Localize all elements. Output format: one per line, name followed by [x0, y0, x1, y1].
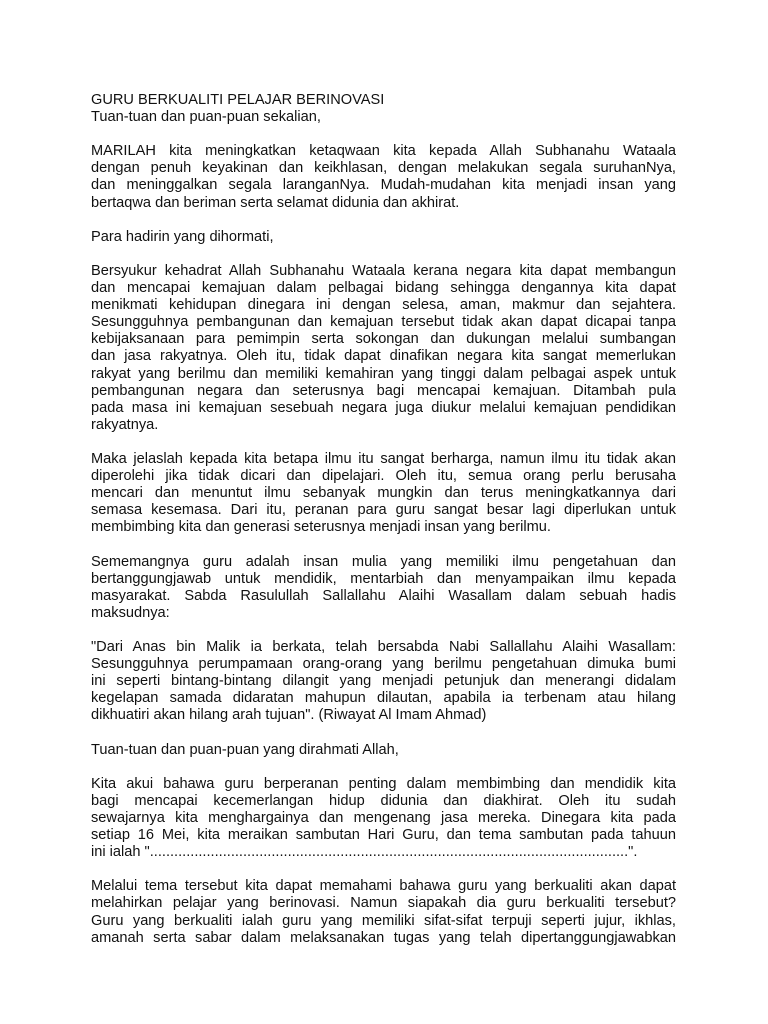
- text-line: Guru yang berkualiti ialah guru yang memiliki sifat-sifat terpuji seperti jujur, ikhlas,: [91, 912, 676, 929]
- text-line: Tuan-tuan dan puan-puan yang dirahmati Allah,: [91, 741, 399, 758]
- text-line: maksudnya:: [91, 604, 170, 621]
- text-line: menikmati kehidupan dinegara ini dengan selesa, aman, makmur dan sejahtera.: [91, 297, 676, 314]
- paragraph: [91, 451, 676, 536]
- text-line: pada masa ini kemajuan sesebuah negara juga diukur melalui kemajuan pendidikan: [91, 399, 676, 416]
- text-line: dikhuatiri akan hilang arah tujuan". (Riwayat Al Imam Ahmad): [91, 707, 487, 724]
- text-line: bagi mencapai kecemerlangan hidup didunia dan diakhirat. Oleh itu sudah: [91, 792, 676, 809]
- text-line: Sememangnya guru adalah insan mulia yang memiliki ilmu pengetahuan dan: [91, 553, 676, 570]
- paragraph: [91, 742, 676, 759]
- paragraph: [91, 878, 676, 946]
- text-line: sewajarnya kita menghargainya dan mengenang jasa mereka. Dinegara kita pada: [91, 809, 676, 826]
- paragraph: [91, 554, 676, 622]
- paragraph: [91, 143, 676, 211]
- text-line: dan mencapai kemajuan dalam pelbagai bidang sehingga dengannya kita dapat: [91, 280, 676, 297]
- paragraph-gap: [91, 861, 676, 878]
- paragraph: [91, 109, 676, 126]
- text-line: Sesungguhnya perumpamaan orang-orang yang berilmu pengetahuan dimuka bumi: [91, 656, 676, 673]
- text-line: dan meninggalkan segala laranganNya. Mudah-mudahan kita menjadi insan yang: [91, 177, 676, 194]
- paragraph-gap: [91, 536, 676, 553]
- paragraph-gap: [91, 622, 676, 639]
- text-line: Tuan-tuan dan puan-puan sekalian,: [91, 109, 321, 126]
- text-line: ini seperti bintang-bintang dilangit yang menjadi petunjuk dan menerangi didalam: [91, 673, 676, 690]
- text-line: membimbing kita dan generasi seterusnya menjadi insan yang berilmu.: [91, 519, 551, 536]
- text-line: dengan penuh keyakinan dan keikhlasan, dengan melakukan segala suruhanNya,: [91, 160, 676, 177]
- text-line: Maka jelaslah kepada kita betapa ilmu itu sangat berharga, namun ilmu itu tidak akan: [91, 450, 676, 467]
- text-line: MARILAH kita meningkatkan ketaqwaan kita kepada Allah Subhanahu Wataala: [91, 143, 676, 160]
- text-line: Bersyukur kehadrat Allah Subhanahu Wataala kerana negara kita dapat membangun: [91, 262, 676, 279]
- paragraph: [91, 229, 676, 246]
- text-line: rakyat yang berilmu dan memiliki kemahiran yang tinggi dalam pelbagai aspek untuk: [91, 365, 676, 382]
- text-line: amanah serta sabar dalam melaksanakan tugas yang telah dipertanggungjawabkan: [91, 929, 676, 946]
- text-line: masyarakat. Sabda Rasulullah Sallallahu Alaihi Wasallam dalam sebuah hadis: [91, 587, 676, 604]
- paragraph: [91, 776, 676, 861]
- paragraph-gap: [91, 246, 676, 263]
- document-page: [91, 92, 676, 947]
- text-line: setiap 16 Mei, kita meraikan sambutan Hari Guru, dan tema sambutan pada tahuun: [91, 827, 676, 844]
- text-line: rakyatnya.: [91, 416, 159, 433]
- text-line: bertaqwa dan beriman serta selamat didunia dan akhirat.: [91, 194, 460, 211]
- paragraph-gap: [91, 126, 676, 143]
- paragraph-gap: [91, 724, 676, 741]
- text-line: Kita akui bahawa guru berperanan penting dalam membimbing dan mendidik kita: [91, 775, 676, 792]
- paragraph-gap: [91, 759, 676, 776]
- text-line: melahirkan pelajar yang berinovasi. Namun siapakah dia guru berkualiti tersebut?: [91, 895, 676, 912]
- text-line: kebijaksanaan para pemimpin serta sokongan dan dukungan melalui sumbangan: [91, 331, 676, 348]
- paragraph: [91, 263, 676, 434]
- text-line: kegelapan samada didaratan mahupun dilautan, apabila ia terbenam atau hilang: [91, 690, 676, 707]
- text-line: dan jasa rakyatnya. Oleh itu, tidak dapat dinafikan negara kita sangat memerlukan: [91, 348, 676, 365]
- text-line: pembangunan negara dan seterusnya bagi mencapai kemajuan. Ditambah pula: [91, 382, 676, 399]
- text-line: diperolehi jika tidak dicari dan dipelajari. Oleh itu, semua orang perlu berusaha: [91, 468, 676, 485]
- text-line: "Dari Anas bin Malik ia berkata, telah bersabda Nabi Sallallahu Alaihi Wasallam:: [91, 639, 676, 655]
- paragraph-gap: [91, 434, 676, 451]
- text-line: Melalui tema tersebut kita dapat memahami bahawa guru yang berkualiti akan dapat: [91, 878, 676, 895]
- document-title: GURU BERKUALITI PELAJAR BERINOVASI: [91, 92, 385, 108]
- document-body: [91, 109, 676, 947]
- text-line: Sesungguhnya pembangunan dan kemajuan tersebut tidak akan dapat dicapai tanpa: [91, 314, 676, 331]
- text-line: bertanggungjawab untuk mendidik, mentarbiah dan menyampaikan ilmu kepada: [91, 570, 676, 587]
- paragraph: [91, 639, 676, 724]
- text-line: mencari dan menuntut ilmu sebanyak mungkin dan terus meningkatkannya dari: [91, 485, 676, 502]
- text-line: ini ialah "......................................................................................................................".: [91, 844, 638, 861]
- text-line: semasa kesemasa. Dari itu, peranan para guru sangat besar lagi diperlukan untuk: [91, 502, 676, 519]
- paragraph-gap: [91, 212, 676, 229]
- text-line: Para hadirin yang dihormati,: [91, 228, 274, 245]
